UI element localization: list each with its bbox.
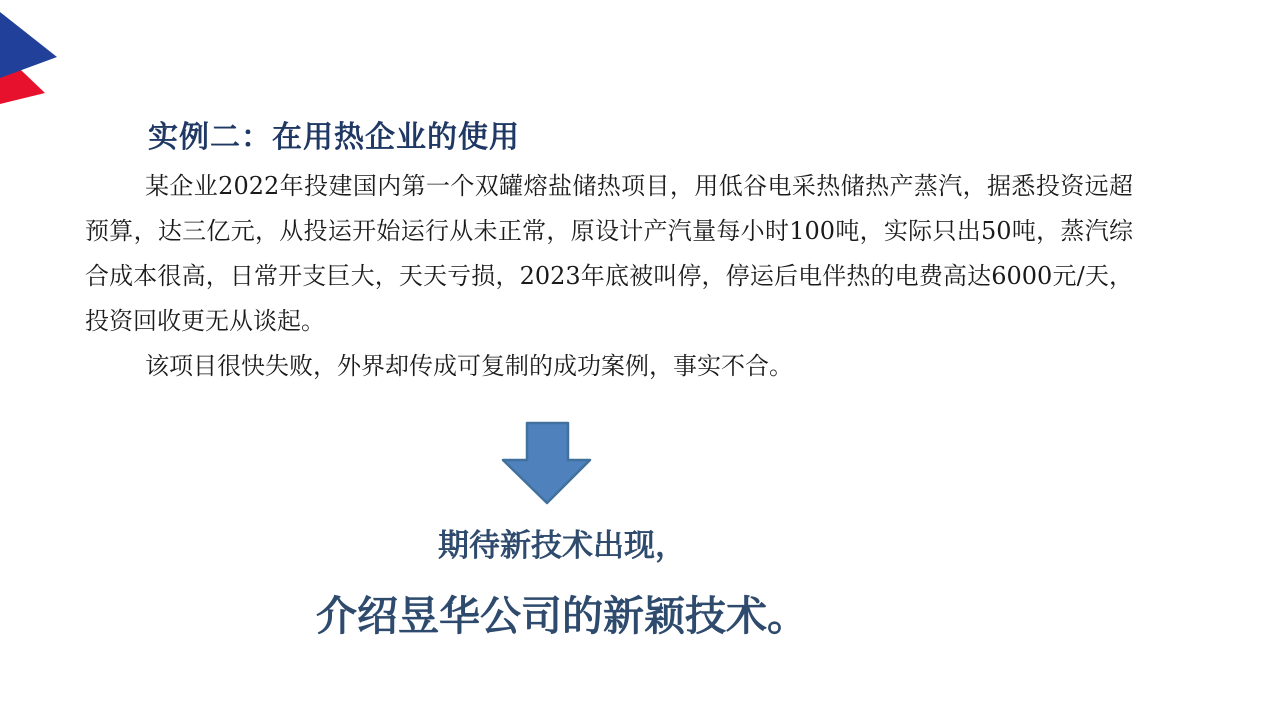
slide-title: 实例二：在用热企业的使用 xyxy=(148,121,520,154)
body-text-block xyxy=(85,164,1133,389)
conclusion-line-2: 介绍昱华公司的新颖技术。 xyxy=(316,593,808,639)
body-paragraph-2: 该项目很快失败，外界却传成可复制的成功案例，事实不合。 xyxy=(145,352,793,380)
conclusion-block xyxy=(0,524,1124,644)
body-paragraph-1: 某企业2022年投建国内第一个双罐熔盐储热项目，用低谷电采热储热产蒸汽，据悉投资远超预算，达三亿元，从投运开始运行从未正常，原设计产汽量每小时100吨，实际只出50吨，蒸汽综合成本很高，日常开支巨大，天天亏损，2023年底被叫停，停运后电伴热的电费高达6000元/天，投资回收更无从谈起。 xyxy=(85,172,1133,335)
conclusion-line-1: 期待新技术出现， xyxy=(438,528,686,563)
corner-blue-triangle xyxy=(0,12,57,78)
down-arrow-shape xyxy=(503,423,590,503)
down-arrow-icon xyxy=(495,415,605,515)
corner-triangles-icon xyxy=(0,0,70,115)
